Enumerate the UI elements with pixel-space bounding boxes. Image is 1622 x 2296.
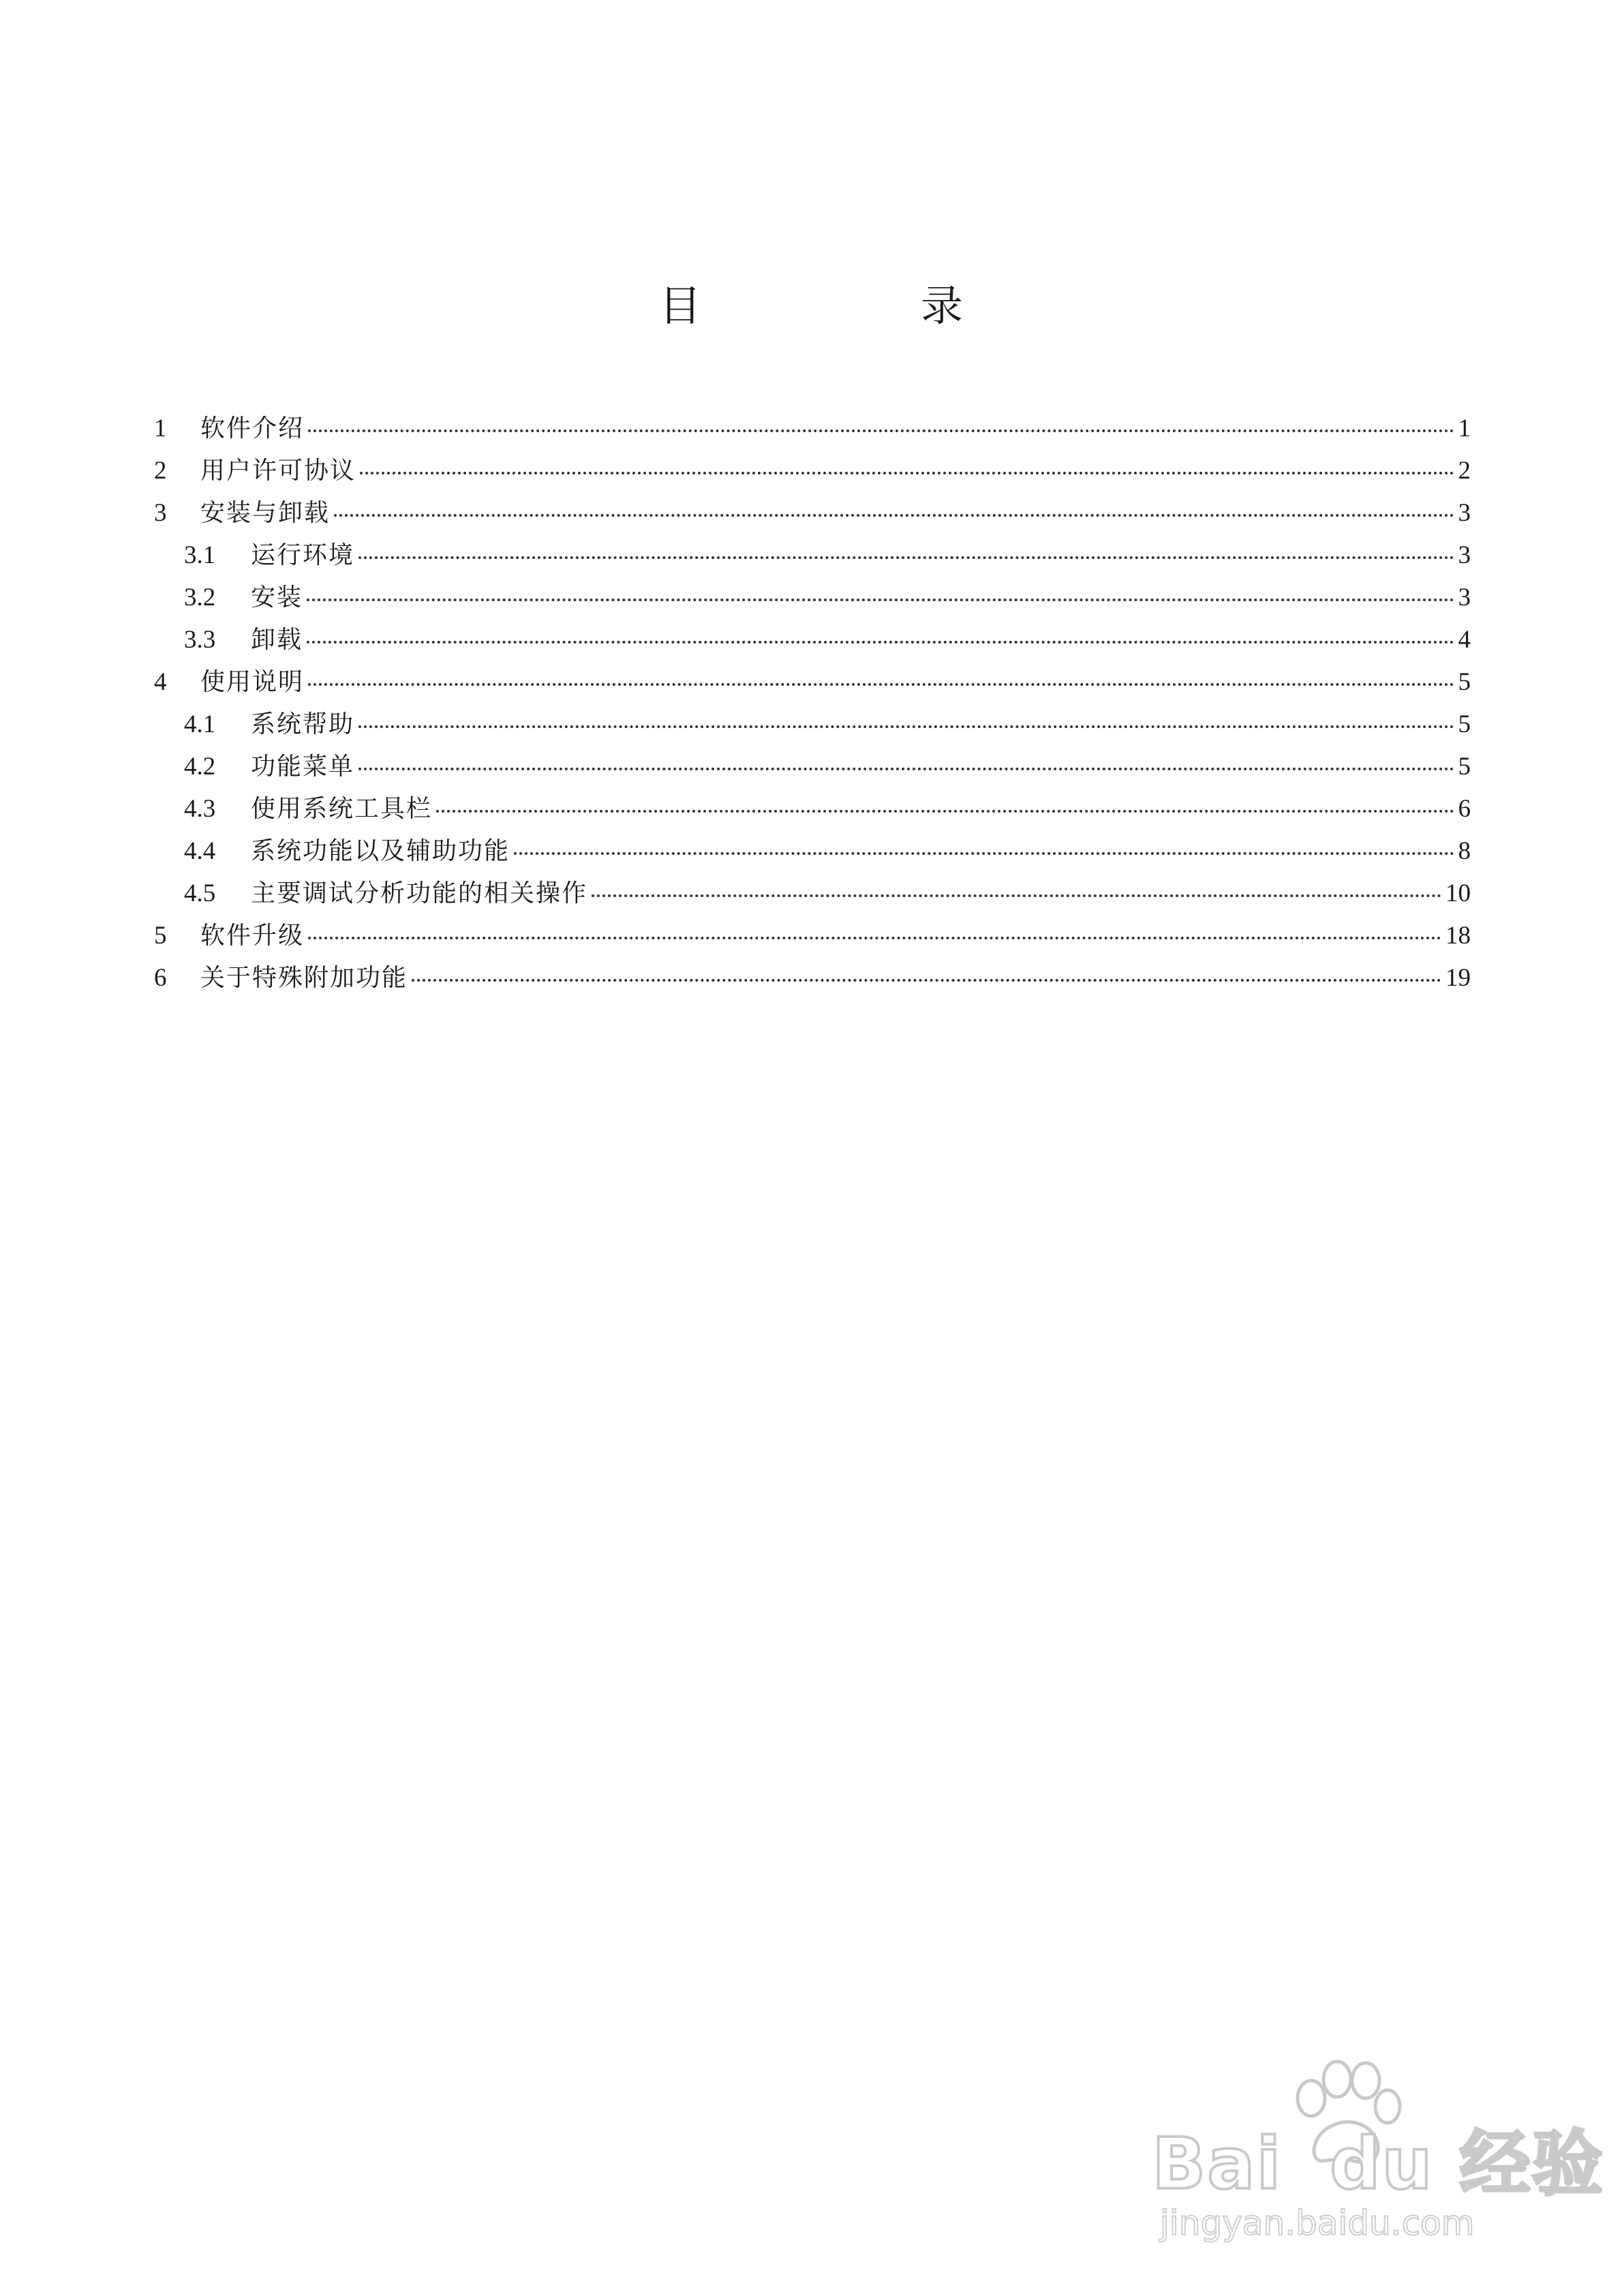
toc-entry-page-number: 5: [1458, 753, 1471, 781]
toc-leader-dots: [412, 979, 1441, 982]
toc-entry-title: 软件升级: [200, 922, 305, 950]
toc-leader-dots: [358, 768, 1454, 770]
toc-leader-dots: [592, 894, 1441, 897]
toc-entry[interactable]: [154, 957, 1471, 999]
toc-entry-title: 使用系统工具栏: [251, 795, 433, 823]
toc-entry[interactable]: [154, 661, 1471, 704]
toc-entry-number: 2: [154, 457, 167, 485]
toc-entry-page-number: 1: [1458, 414, 1471, 442]
toc-entry-number: 4.4: [184, 837, 216, 865]
toc-leader-dots: [308, 429, 1454, 432]
toc-entry-number: 6: [154, 964, 167, 992]
toc-entry[interactable]: [154, 704, 1471, 746]
toc-entry-title: 系统帮助: [251, 710, 355, 738]
toc-entry-page-number: 8: [1458, 837, 1471, 865]
toc-entry-number: 3.2: [184, 584, 216, 611]
toc-entry-number: 4: [154, 668, 167, 696]
toc-entry-page-number: 4: [1458, 626, 1471, 654]
toc-entry-title: 用户许可协议: [200, 457, 356, 485]
toc-leader-dots: [436, 810, 1454, 813]
watermark-url: jingyan.baidu.com: [1160, 2203, 1475, 2243]
toc-entry-page-number: 3: [1458, 584, 1471, 611]
toc-entry[interactable]: [154, 408, 1471, 450]
toc-leader-dots: [308, 683, 1454, 686]
toc-entry-page-number: 19: [1445, 964, 1471, 992]
toc-entry[interactable]: [154, 915, 1471, 957]
toc-entry-title: 关于特殊附加功能: [200, 964, 408, 992]
toc-entry-title: 安装: [251, 584, 303, 611]
toc-entry[interactable]: [154, 788, 1471, 830]
toc-entry-page-number: 18: [1445, 922, 1471, 950]
toc-entry-page-number: 5: [1458, 710, 1471, 738]
toc-entry-title: 功能菜单: [251, 753, 355, 781]
toc-entry-number: 3.1: [184, 541, 216, 569]
toc-entry-number: 5: [154, 922, 167, 950]
toc-entry[interactable]: [154, 534, 1471, 577]
toc-entry-number: 4.5: [184, 879, 216, 907]
toc-leader-dots: [358, 556, 1454, 559]
toc-entry-title: 软件介绍: [200, 414, 305, 442]
toc-entry[interactable]: [154, 830, 1471, 873]
toc-entry-number: 4.1: [184, 710, 216, 738]
toc-leader-dots: [307, 599, 1454, 601]
toc-entry-number: 3: [154, 499, 167, 527]
baidu-logo-text: Bai du 经验: [1152, 2122, 1604, 2205]
toc-entry-page-number: 6: [1458, 795, 1471, 823]
baidu-jingyan-watermark: [1152, 2059, 1604, 2263]
toc-entry[interactable]: [154, 450, 1471, 492]
toc-entry-number: 3.3: [184, 626, 216, 654]
toc-leader-dots: [514, 852, 1454, 855]
toc-leader-dots: [360, 472, 1454, 474]
toc-entry-number: 4.2: [184, 753, 216, 781]
toc-entry-page-number: 5: [1458, 668, 1471, 696]
table-of-contents: [154, 408, 1471, 999]
toc-leader-dots: [358, 725, 1454, 728]
toc-entry[interactable]: [154, 873, 1471, 915]
toc-entry-title: 使用说明: [200, 668, 305, 696]
toc-entry-page-number: 2: [1458, 457, 1471, 485]
toc-entry-page-number: 3: [1458, 499, 1471, 527]
toc-leader-dots: [334, 514, 1454, 517]
toc-leader-dots: [307, 641, 1454, 644]
toc-entry-number: 1: [154, 414, 167, 442]
toc-entry-title: 卸载: [251, 626, 303, 654]
toc-title: 目 录: [658, 281, 1052, 331]
toc-leader-dots: [308, 937, 1441, 939]
toc-entry[interactable]: [154, 492, 1471, 534]
toc-entry[interactable]: [154, 746, 1471, 788]
toc-entry-page-number: 10: [1445, 879, 1471, 907]
toc-entry[interactable]: [154, 619, 1471, 661]
toc-entry-title: 安装与卸载: [200, 499, 331, 527]
toc-entry-page-number: 3: [1458, 541, 1471, 569]
toc-entry-title: 主要调试分析功能的相关操作: [251, 879, 588, 907]
toc-entry-title: 系统功能以及辅助功能: [251, 837, 510, 865]
toc-entry[interactable]: [154, 577, 1471, 619]
toc-entry-number: 4.3: [184, 795, 216, 823]
toc-entry-title: 运行环境: [251, 541, 355, 569]
